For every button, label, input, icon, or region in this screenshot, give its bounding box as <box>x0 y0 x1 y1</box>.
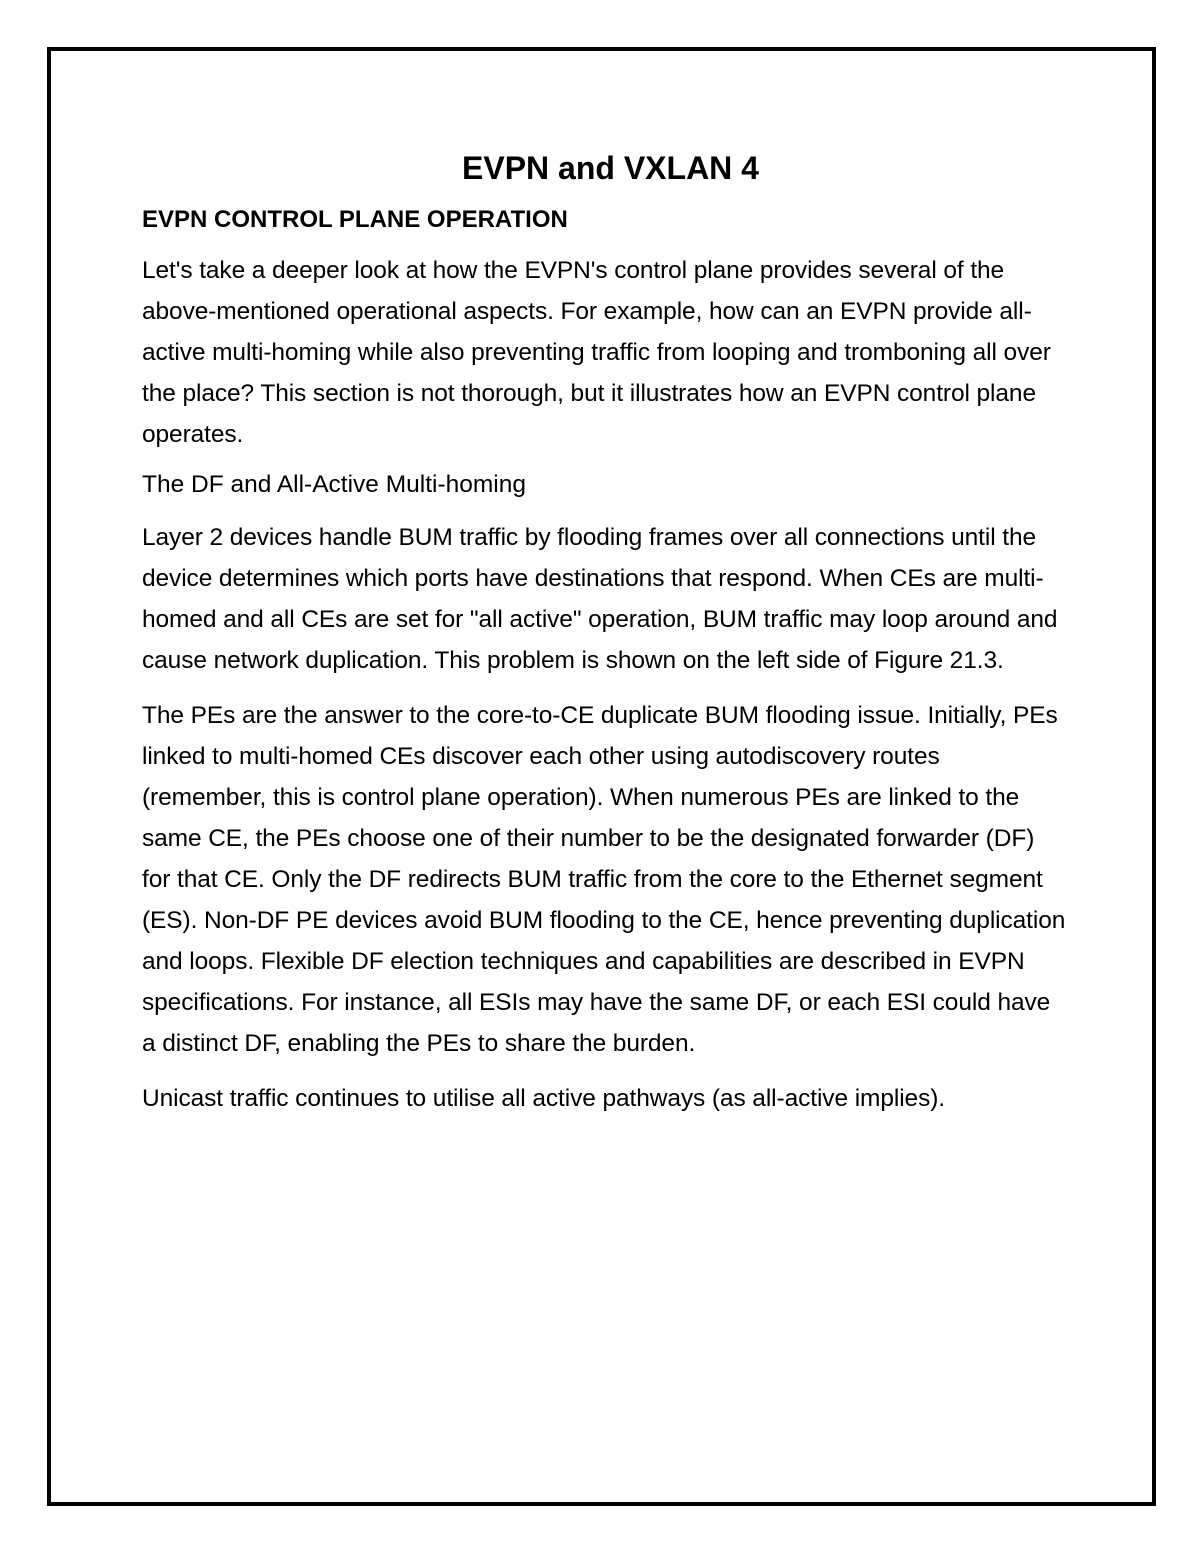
paragraph-intro: Let's take a deeper look at how the EVPN's control plane provides several of the above-mentioned operational aspects. For example, how can an EVPN provide all-active multi-homing while also preventing traffic from looping and tromboning all over the place? This section is not thorough, but it illustrates how an EVPN control plane operates. <box>142 257 1051 448</box>
paragraph-unicast: Unicast traffic continues to utilise all active pathways (as all-active implies). <box>142 1085 945 1112</box>
document-title: EVPN and VXLAN 4 <box>462 150 759 186</box>
subheading-df-multihoming: The DF and All-Active Multi-homing <box>142 471 526 498</box>
section-heading: EVPN CONTROL PLANE OPERATION <box>142 206 568 233</box>
paragraph-bum-flooding: Layer 2 devices handle BUM traffic by flooding frames over all connections until the device determines which ports have destinations that respond. When CEs are multi-homed and all CEs are set for "all active" operation, BUM traffic may loop around and cause network duplication. This problem is shown on the left side of Figure 21.3. <box>142 524 1058 674</box>
paragraph-designated-forwarder: The PEs are the answer to the core-to-CE duplicate BUM flooding issue. Initially, PEs linked to multi-homed CEs discover each other using autodiscovery routes (remember, this is control plane operation). When numerous PEs are linked to the same CE, the PEs choose one of their number to be the designated forwarder (DF) for that CE. Only the DF redirects BUM traffic from the core to the Ethernet segment (ES). Non-DF PE devices avoid BUM flooding to the CE, hence preventing duplication and loops. Flexible DF election techniques and capabilities are described in EVPN specifications. For instance, all ESIs may have the same DF, or each ESI could have a distinct DF, enabling the PEs to share the burden. <box>142 702 1066 1057</box>
document-body <box>142 148 1067 1133</box>
